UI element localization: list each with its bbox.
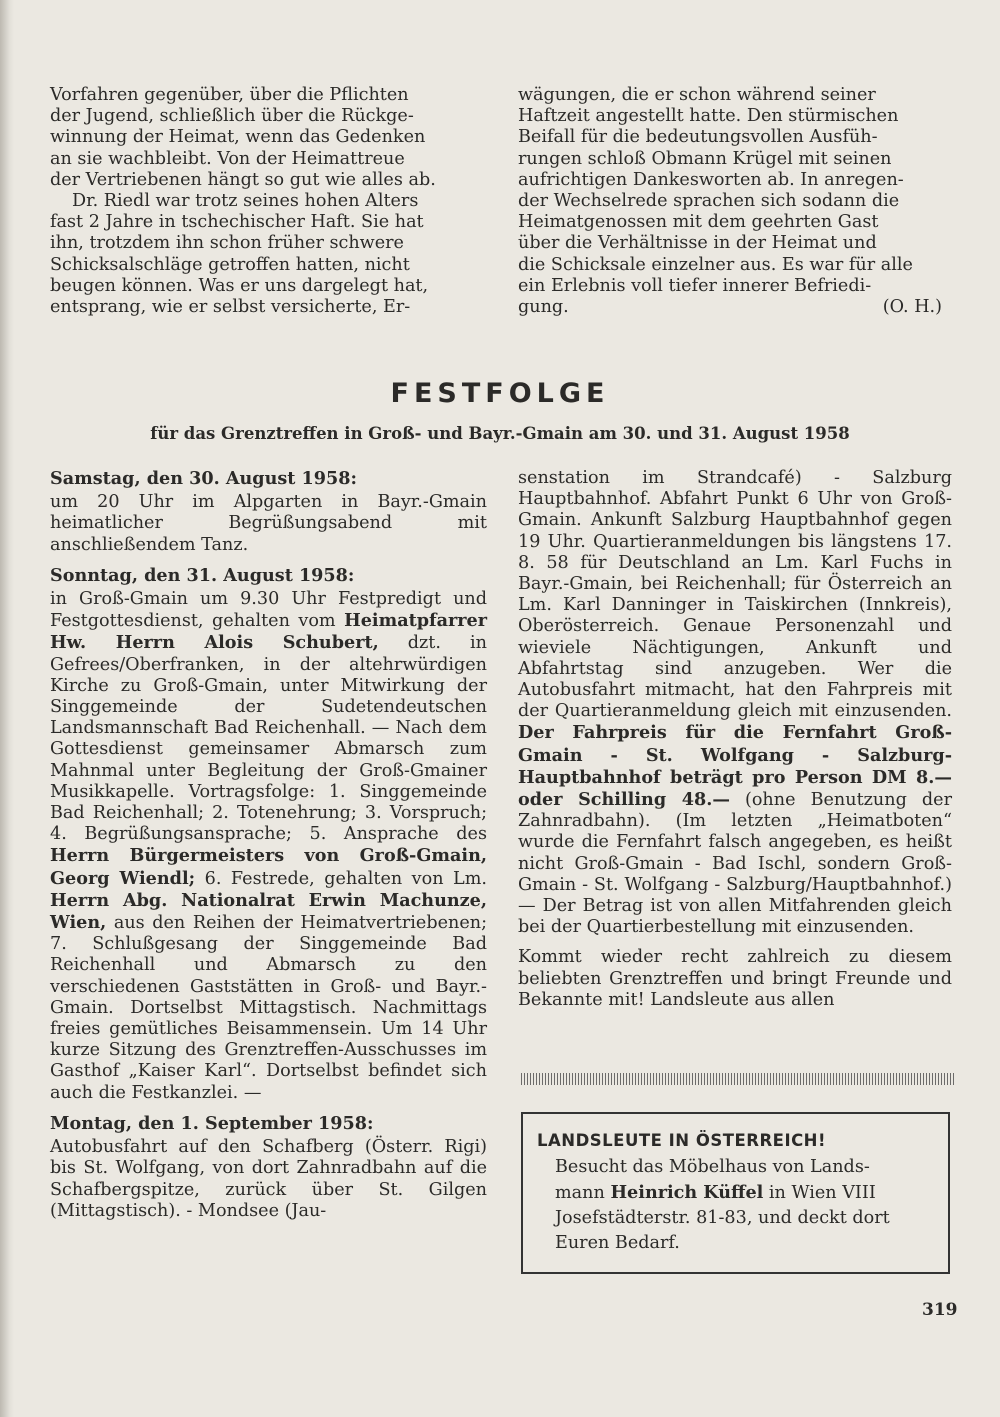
text-run: (ohne Benutzung der Zahnradbahn). (Im letzten „Heimatboten“ wurde die Fernfahrt falsch angegeben, es heißt nicht Groß-Gmain - Bad Ischl, sondern Groß-Gmain - St. Wolfgang - Salzburg/Hauptbahnhof.) — Der Betrag ist von allen Mitfahrenden gleich bei der Quartierbestellung mit einzusenden. bbox=[518, 790, 952, 938]
text-run: in Wien VIII bbox=[763, 1183, 876, 1203]
sunday-heading: Sonntag, den 31. August 1958: bbox=[50, 564, 355, 586]
page-number: 319 bbox=[922, 1300, 958, 1320]
continuation-text bbox=[518, 468, 952, 938]
text-line: fast 2 Jahre in tschechischer Haft. Sie hat bbox=[50, 212, 424, 233]
ad-line: Euren Bedarf. bbox=[555, 1233, 680, 1253]
text-line: wägungen, die er schon während seiner bbox=[518, 85, 876, 105]
text-line: Haftzeit angestellt hatte. Den stürmischen bbox=[518, 106, 899, 127]
text-line: ein Erlebnis voll tiefer innerer Befriedi- bbox=[518, 275, 872, 296]
saturday-heading: Samstag, den 30. August 1958: bbox=[50, 468, 358, 489]
author-signature: (O. H.) bbox=[882, 297, 942, 318]
text-run: aus den Reihen der Heimatvertriebenen; 7. Schlußgesang der Singgemeinde Bad Reichenhall und Abmarsch zu den verschiedenen Gaststätten in Groß- und Bayr.-Gmain. Dortselbst Mittagstisch. Nachmittags freies gemütliches Beisammensein. Um 14 Uhr kurze Sitzung des Grenztreffen-Ausschusses im Gasthof „Kaiser Karl“. Dortselbst befindet sich auch die Festkanzlei. — bbox=[50, 913, 487, 1103]
closing-text: Kommt wieder recht zahlreich zu diesem beliebten Grenztreffen und bringt Freunde und Bekannte mit! Landsleute aus allen bbox=[518, 947, 952, 1010]
ad-line bbox=[537, 1180, 934, 1206]
bold-run: Herrn Abg. Nationalrat Erwin Machunze, Wien, bbox=[50, 889, 487, 934]
bold-run: Der Fahrpreis für die Fernfahrt Groß-Gmain - St. Wolfgang - Salzburg-Hauptbahnhof beträgt pro Person DM 8.— oder Schilling 48.— bbox=[518, 722, 952, 811]
text-line: winnung der Heimat, wenn das Gedenken bbox=[50, 127, 426, 148]
monday-heading: Montag, den 1. September 1958: bbox=[50, 1112, 374, 1134]
text-line: Vorfahren gegenüber, über die Pflichten bbox=[50, 85, 409, 105]
bold-run: Heimatpfarrer Hw. Herrn Alois Schubert, bbox=[50, 610, 487, 654]
ad-line: Josefstädterstr. 81-83, und deckt dort bbox=[555, 1208, 890, 1228]
article-end-line bbox=[518, 297, 952, 318]
text-line: an sie wachbleibt. Von der Heimattreue bbox=[50, 148, 405, 169]
text-line: Beifall für die bedeutungsvollen Ausfüh- bbox=[518, 127, 878, 148]
text-line: aufrichtigen Dankesworten ab. In anregen- bbox=[518, 169, 904, 190]
text-line: entsprang, wie er selbst versicherte, Er- bbox=[50, 297, 411, 318]
text-run: mann bbox=[555, 1183, 611, 1203]
text-line: über die Verhältnisse in der Heimat und bbox=[518, 233, 877, 254]
monday-text: Autobusfahrt auf den Schafberg (Österr. Rigi) bis St. Wolfgang, von dort Zahnradbahn auf die Schafbergspitze, zurück über St. Gilgen (Mittagstisch). - Mondsee (Jau- bbox=[50, 1137, 487, 1221]
section-title: FESTFOLGE bbox=[390, 378, 610, 409]
saturday-text: um 20 Uhr im Alpgarten in Bayr.-Gmain heimatlicher Begrüßungsabend mit anschließendem Tanz. bbox=[50, 492, 487, 555]
bold-run: Heinrich Küffel bbox=[610, 1182, 764, 1203]
text-run: 6. Festrede, gehalten von Lm. bbox=[195, 868, 487, 889]
hatched-divider bbox=[521, 1073, 955, 1085]
program-right-column bbox=[518, 468, 952, 1011]
saturday-block bbox=[50, 468, 487, 556]
sunday-text bbox=[50, 589, 487, 1104]
article-left-column bbox=[50, 85, 487, 318]
monday-block bbox=[50, 1113, 487, 1222]
ad-line: Besucht das Möbelhaus von Lands- bbox=[555, 1157, 870, 1177]
sunday-block bbox=[50, 565, 487, 1104]
text-run: senstation im Strandcafé) - Salzburg Hauptbahnhof. Abfahrt Punkt 6 Uhr von Groß-Gmain. Ankunft Salzburg Hauptbahnhof gegen 19 Uhr. Quartieranmeldungen bis längstens 17. 8. 58 für Deutschland an Lm. Karl Fuchs in Bayr.-Gmain, bei Reichenhall; für Österreich an Lm. Karl Danninger in Taiskirchen (Innkreis), Oberösterreich. Genaue Personenzahl und wieviele Nächtigungen, Ankunft und Abfahrtstag sind anzugeben. Wer die Autobusfahrt mitmacht, hat den Fahrpreis mit der Quartieranmeldung gleich mit einzusenden. bbox=[518, 468, 952, 722]
text-line: rungen schloß Obmann Krügel mit seinen bbox=[518, 148, 892, 169]
bold-run: Herrn Bürgermeisters von Groß-Gmain, Georg Wiendl; bbox=[50, 845, 487, 889]
text-run: in Groß-Gmain um 9.30 Uhr Festpredigt und Festgottesdienst, gehalten vom bbox=[50, 589, 487, 632]
section-subtitle: für das Grenztreffen in Groß- und Bayr.-Gmain am 30. und 31. August 1958 bbox=[150, 424, 850, 443]
text-line: Dr. Riedl war trotz seines hohen Alters bbox=[72, 191, 419, 212]
ad-title: LANDSLEUTE IN ÖSTERREICH! bbox=[537, 1131, 827, 1150]
text-line: Schicksalschläge getroffen hatten, nicht bbox=[50, 254, 410, 275]
page-binding-shadow bbox=[0, 0, 14, 1417]
text-line: der Vertriebenen hängt so gut wie alles ab. bbox=[50, 169, 436, 190]
text-line: beugen können. Was er uns dargelegt hat, bbox=[50, 275, 429, 296]
text-line: der Wechselrede sprachen sich sodann die bbox=[518, 191, 900, 212]
text-line: der Jugend, schließlich über die Rückge- bbox=[50, 106, 414, 127]
last-word: gung. bbox=[518, 297, 569, 318]
program-left-column bbox=[50, 468, 487, 1231]
article-right-column bbox=[518, 85, 952, 318]
advertisement-box bbox=[521, 1112, 950, 1274]
text-line: ihn, trotzdem ihn schon früher schwere bbox=[50, 233, 404, 254]
text-line: Heimatgenossen mit dem geehrten Gast bbox=[518, 212, 879, 233]
text-line: die Schicksale einzelner aus. Es war für alle bbox=[518, 254, 913, 275]
text-run: dzt. in Gefrees/Oberfranken, in der altehrwürdigen Kirche zu Groß-Gmain, unter Mitwirkung der Singgemeinde der Sudetendeutschen Landsmannschaft Bad Reichenhall. — Nach dem Gottesdienst gemeinsamer Abmarsch zum Mahnmal unter Begleitung der Groß-Gmainer Musikkapelle. Vortragsfolge: 1. Singgemeinde Bad Reichenhall; 2. Totenehrung; 3. Vorspruch; 4. Begrüßungsansprache; 5. Ansprache des bbox=[50, 633, 487, 845]
